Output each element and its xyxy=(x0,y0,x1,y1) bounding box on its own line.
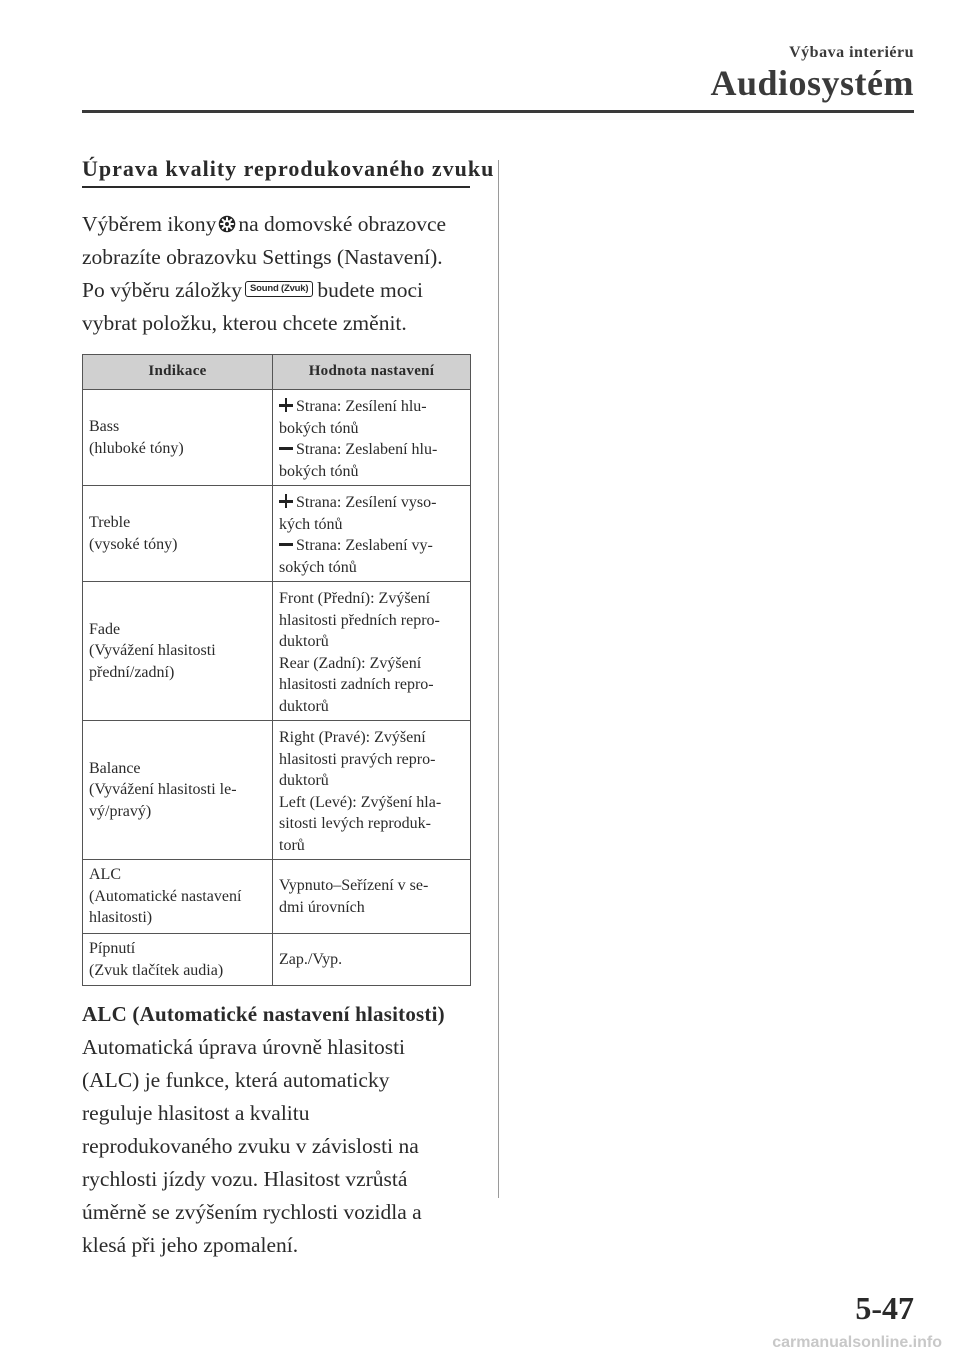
alc-line: Automatická úprava úrovně hlasitosti xyxy=(82,1035,406,1059)
table-row-treble xyxy=(83,486,471,582)
row-name-line: Pípnutí xyxy=(89,940,136,957)
column-header-indication: Indikace xyxy=(83,355,273,390)
column-divider xyxy=(498,160,499,1198)
value-line: Right (Pravé): Zvýšení xyxy=(279,729,426,746)
value-line: Front (Přední): Zvýšení xyxy=(279,590,431,607)
value-text: Strana: Zesílení vyso- xyxy=(296,494,437,511)
value-line: torů xyxy=(279,836,305,854)
row-value xyxy=(273,860,471,934)
row-name-line: ALC xyxy=(89,866,121,884)
row-name-line: (Vyvážení hlasitosti le- xyxy=(89,781,237,799)
watermark: carmanualsonline.info xyxy=(772,1334,942,1351)
value-line: duktorů xyxy=(279,772,329,789)
gear-icon xyxy=(218,215,236,233)
row-name xyxy=(83,721,273,860)
value-line: Vypnuto–Seřízení v se- xyxy=(279,877,429,894)
alc-paragraph xyxy=(82,1031,470,1262)
row-name-line: Balance xyxy=(89,759,141,777)
intro-text: Výběrem ikony xyxy=(82,212,217,236)
row-name-line: přední/zadní) xyxy=(89,663,175,681)
intro-line-2: zobrazíte obrazovku Settings (Nastavení). xyxy=(82,245,443,269)
row-name xyxy=(83,390,273,486)
value-text: Strana: Zeslabení vy- xyxy=(296,537,433,554)
plus-icon xyxy=(279,398,293,412)
value-line: sitosti levých reproduk- xyxy=(279,815,431,832)
row-name-line: (Automatické nastavení xyxy=(89,887,242,905)
row-value xyxy=(273,582,471,721)
plus-icon xyxy=(279,494,293,508)
table-row-fade xyxy=(83,582,471,721)
value-line: dmi úrovních xyxy=(279,898,365,916)
value-line: Zap./Vyp. xyxy=(279,950,343,968)
value-line: hlasitosti předních repro- xyxy=(279,611,440,629)
value-line: kých tónů xyxy=(279,515,343,533)
value-line: Rear (Zadní): Zvýšení xyxy=(279,654,422,672)
row-name xyxy=(83,934,273,986)
table-row-balance xyxy=(83,721,471,860)
value-line xyxy=(279,396,465,418)
intro-line-4: vybrat položku, kterou chcete změnit. xyxy=(82,311,407,335)
value-text: Strana: Zesílení hlu- xyxy=(296,398,427,415)
alc-line: reprodukovaného zvuku v závislosti na xyxy=(82,1134,419,1158)
row-name-line: (Zvuk tlačítek audia) xyxy=(89,961,224,979)
row-name-line: Treble xyxy=(89,514,131,531)
value-line xyxy=(279,492,465,514)
alc-heading: ALC (Automatické nastavení hlasitosti) xyxy=(82,1002,445,1026)
row-name-line: hlasitosti) xyxy=(89,909,153,927)
intro-text: budete moci xyxy=(317,278,423,302)
row-name xyxy=(83,860,273,934)
row-value xyxy=(273,390,471,486)
sound-tab-button: Sound (Zvuk) xyxy=(245,281,313,297)
row-name-line: (Vyvážení hlasitosti xyxy=(89,642,216,660)
table-row-alc xyxy=(83,860,471,934)
row-name-line: (vysoké tóny) xyxy=(89,535,178,553)
value-line: duktorů xyxy=(279,697,329,715)
row-name-line: Fade xyxy=(89,620,121,638)
value-line: duktorů xyxy=(279,633,329,650)
row-name xyxy=(83,486,273,582)
alc-line: klesá při jeho zpomalení. xyxy=(82,1233,299,1257)
column-header-value: Hodnota nastavení xyxy=(273,355,471,390)
row-name-line: vý/pravý) xyxy=(89,802,152,820)
page-title: Audiosystém xyxy=(710,63,914,103)
value-line: hlasitosti zadních repro- xyxy=(279,676,434,693)
row-name-line: Bass xyxy=(89,418,120,435)
intro-line-3 xyxy=(82,274,470,307)
alc-line: rychlosti jízdy vozu. Hlasitost vzrůstá xyxy=(82,1167,408,1191)
minus-icon xyxy=(279,441,293,455)
section-heading: Úprava kvality reprodukovaného zvuku xyxy=(82,156,470,188)
page-number: 5-47 xyxy=(855,1290,914,1326)
row-name-line: (hluboké tóny) xyxy=(89,439,184,457)
minus-icon xyxy=(279,537,293,551)
settings-table xyxy=(82,354,471,986)
value-line: bokých tónů xyxy=(279,419,359,437)
intro-line-1 xyxy=(82,208,470,241)
value-line: sokých tónů xyxy=(279,558,357,576)
table-row-bass xyxy=(83,390,471,486)
header-rule xyxy=(82,110,914,113)
row-name xyxy=(83,582,273,721)
table-header-row xyxy=(83,355,471,390)
value-line xyxy=(279,439,465,461)
value-line: bokých tónů xyxy=(279,462,359,480)
value-line: Left (Levé): Zvýšení hla- xyxy=(279,793,442,811)
value-line: hlasitosti pravých repro- xyxy=(279,750,436,768)
value-line xyxy=(279,535,465,557)
row-value xyxy=(273,486,471,582)
row-value xyxy=(273,721,471,860)
chapter-label: Výbava interiéru xyxy=(789,44,914,61)
intro-text: na domovské obrazovce xyxy=(238,212,447,236)
value-text: Strana: Zeslabení hlu- xyxy=(296,441,438,458)
alc-line: úměrně se zvýšením rychlosti vozidla a xyxy=(82,1200,422,1224)
intro-paragraph xyxy=(82,208,470,340)
left-column xyxy=(82,156,495,1262)
alc-line: reguluje hlasitost a kvalitu xyxy=(82,1101,310,1125)
alc-line: (ALC) je funkce, která automaticky xyxy=(82,1068,390,1092)
row-value xyxy=(273,934,471,986)
intro-text: Po výběru záložky xyxy=(82,278,243,302)
table-row-beep xyxy=(83,934,471,986)
